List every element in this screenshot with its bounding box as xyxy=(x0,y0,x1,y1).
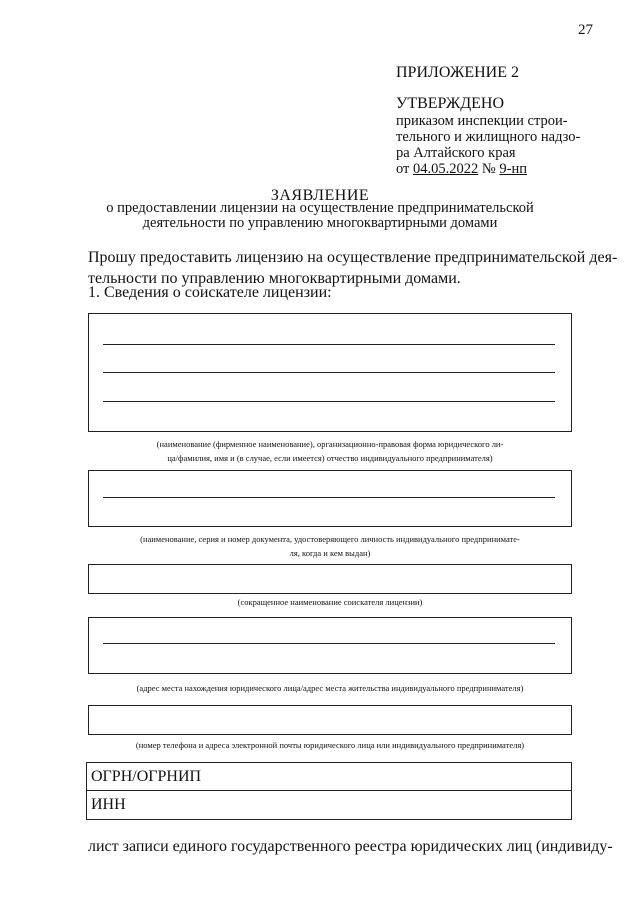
inn-row[interactable] xyxy=(87,791,571,818)
short-name-caption: (сокращенное наименование соискателя лицензии) xyxy=(237,597,423,607)
page-number: 27 xyxy=(578,22,593,38)
section-1-heading: 1. Сведения о соискателе лицензии: xyxy=(88,284,332,301)
document-title: ЗАЯВЛЕНИЕ xyxy=(270,187,370,204)
footer-text: лист записи единого государственного реестра юридических лиц (индивиду- xyxy=(88,838,613,855)
identity-document-field[interactable] xyxy=(88,470,572,527)
approval-date-line xyxy=(396,161,611,177)
approval-line-1: приказом инспекции строи- xyxy=(396,113,568,129)
request-line-1: Прошу предоставить лицензию на осуществление предпринимательской дея- xyxy=(88,249,618,266)
request-paragraph xyxy=(88,247,618,289)
name-caption xyxy=(88,437,572,465)
address-line xyxy=(103,643,555,644)
document-line xyxy=(103,497,555,498)
registration-table xyxy=(86,762,572,820)
name-caption-line-2: ца/фамилия, имя и (в случае, если имеется) отчество индивидуального предпринимателя) xyxy=(167,453,493,463)
name-line-1 xyxy=(103,344,555,345)
approval-line-2: тельного и жилищного надзо- xyxy=(396,129,581,145)
name-line-2 xyxy=(103,372,555,373)
document-caption-line-2: ля, когда и кем выдан) xyxy=(289,548,371,558)
approval-block xyxy=(396,113,611,177)
approval-title: УТВЕРЖДЕНО xyxy=(396,95,505,112)
name-line-3 xyxy=(103,401,555,402)
inn-label: ИНН xyxy=(91,795,126,813)
request-line-2: тельности по управлению многоквартирными домами. xyxy=(88,270,461,287)
approval-number: 9-нп xyxy=(499,161,527,177)
appendix-label: ПРИЛОЖЕНИЕ 2 xyxy=(396,64,520,81)
number-prefix: № xyxy=(478,161,500,177)
subtitle-line-2: деятельности по управлению многоквартирными домами xyxy=(142,215,498,231)
ogrn-row[interactable] xyxy=(87,763,571,791)
short-name-field[interactable] xyxy=(88,564,572,594)
address-caption: (адрес места нахождения юридического лица/адрес места жительства индивидуального предпринимателя) xyxy=(136,683,524,693)
name-caption-line-1: (наименование (фирменное наименование), организационно-правовая форма юридического ли- xyxy=(156,439,504,449)
date-prefix: от xyxy=(396,161,414,177)
subtitle-line-1: о предоставлении лицензии на осуществление предпринимательской xyxy=(106,200,534,216)
contacts-caption: (номер телефона и адреса электронной почты юридического лица или индивидуального предпринимателя) xyxy=(135,740,525,750)
document-caption-line-1: (наименование, серия и номер документа, удостоверяющего личность индивидуального предпринимате- xyxy=(140,534,520,544)
document-subtitle xyxy=(0,201,640,231)
approval-line-3: ра Алтайского края xyxy=(396,145,516,161)
contacts-field[interactable] xyxy=(88,705,572,735)
ogrn-label: ОГРН/ОГРНИП xyxy=(91,767,202,785)
applicant-name-field[interactable] xyxy=(88,313,572,432)
document-caption xyxy=(88,532,572,560)
address-field[interactable] xyxy=(88,617,572,674)
approval-date: 04.05.2022 xyxy=(413,161,479,177)
